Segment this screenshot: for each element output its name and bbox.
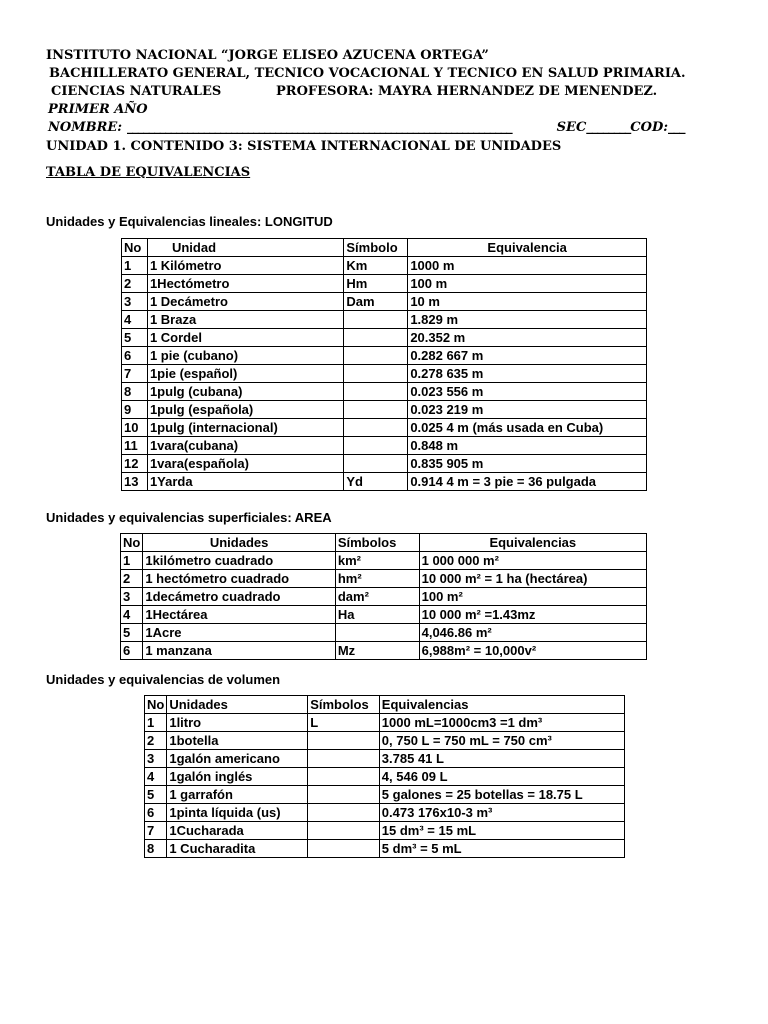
cell-unit: 1vara(española) (147, 455, 343, 473)
cell-equivalence: 1000 m (408, 257, 647, 275)
cell-symbol (344, 401, 408, 419)
table-row (121, 588, 647, 606)
cell-unit: 1 pie (cubano) (147, 347, 343, 365)
header-unit: Unidad (147, 239, 343, 257)
cell-no: 2 (121, 570, 143, 588)
cell-equivalence: 0.025 4 m (más usada en Cuba) (408, 419, 647, 437)
table-row (122, 329, 647, 347)
cell-no: 1 (122, 257, 148, 275)
cell-no: 2 (145, 732, 167, 750)
cell-no: 3 (122, 293, 148, 311)
cell-no: 7 (122, 365, 148, 383)
cell-symbol (335, 624, 419, 642)
cell-unit: 1vara(cubana) (147, 437, 343, 455)
table-row (121, 570, 647, 588)
cell-unit: 1Hectómetro (147, 275, 343, 293)
cell-equivalence: 0.914 4 m = 3 pie = 36 pulgada (408, 473, 647, 491)
sec-field: ________ (586, 120, 631, 135)
cell-symbol: Dam (344, 293, 408, 311)
cell-symbol: hm² (335, 570, 419, 588)
cell-no: 5 (145, 786, 167, 804)
cell-unit: 1pulg (española) (147, 401, 343, 419)
table-row (122, 275, 647, 293)
table-row (122, 347, 647, 365)
cell-equivalence: 5 galones = 25 botellas = 18.75 L (379, 786, 624, 804)
cell-symbol (344, 365, 408, 383)
cell-no: 11 (122, 437, 148, 455)
header-symbols: Símbolos (335, 534, 419, 552)
program-line: BACHILLERATO GENERAL, TECNICO VOCACIONAL Y TECNICO EN SALUD PRIMARIA. (49, 66, 686, 81)
table-row (145, 804, 625, 822)
table-row (122, 383, 647, 401)
cell-no: 1 (121, 552, 143, 570)
table-row (145, 768, 625, 786)
cell-equivalence: 10 m (408, 293, 647, 311)
cell-equivalence: 0.278 635 m (408, 365, 647, 383)
cell-no: 10 (122, 419, 148, 437)
cell-equivalence: 1000 mL=1000cm3 =1 dm³ (379, 714, 624, 732)
header-symbol: Símbolo (344, 239, 408, 257)
cod-field: ___ (668, 120, 685, 135)
cell-no: 5 (121, 624, 143, 642)
cell-no: 7 (145, 822, 167, 840)
table-row (122, 311, 647, 329)
cell-unit: 1 Cordel (147, 329, 343, 347)
cell-symbol (308, 786, 380, 804)
cell-equivalence: 0, 750 L = 750 mL = 750 cm³ (379, 732, 624, 750)
cell-equivalence: 1.829 m (408, 311, 647, 329)
table-header-row (145, 696, 625, 714)
school-year: PRIMER AÑO (48, 102, 148, 117)
header-units: Unidades (167, 696, 308, 714)
cell-symbol (308, 822, 380, 840)
table-row (145, 732, 625, 750)
subject: CIENCIAS NATURALES (51, 84, 222, 99)
cell-no: 2 (122, 275, 148, 293)
cell-no: 4 (145, 768, 167, 786)
cell-equivalence: 0.282 667 m (408, 347, 647, 365)
table-row (122, 365, 647, 383)
cell-symbol (344, 329, 408, 347)
cod-label: COD: (630, 120, 669, 135)
cell-symbol: Km (344, 257, 408, 275)
cell-no: 5 (122, 329, 148, 347)
cell-symbol (308, 804, 380, 822)
cell-unit: 1pulg (cubana) (147, 383, 343, 401)
cell-equivalence: 15 dm³ = 15 mL (379, 822, 624, 840)
cell-unit: 1 manzana (143, 642, 336, 660)
cell-equivalence: 1 000 000 m² (419, 552, 646, 570)
table-row (145, 750, 625, 768)
cell-no: 6 (145, 804, 167, 822)
cell-equivalence: 20.352 m (408, 329, 647, 347)
cell-symbol (344, 311, 408, 329)
cell-no: 6 (122, 347, 148, 365)
cell-symbol (308, 750, 380, 768)
cell-no: 8 (145, 840, 167, 858)
table-row (122, 293, 647, 311)
cell-equivalence: 0.023 556 m (408, 383, 647, 401)
table-row (122, 401, 647, 419)
cell-symbol: km² (335, 552, 419, 570)
cell-equivalence: 4, 546 09 L (379, 768, 624, 786)
cell-no: 12 (122, 455, 148, 473)
header-no: No (121, 534, 143, 552)
teacher: PROFESORA: MAYRA HERNANDEZ DE MENENDEZ. (276, 84, 658, 99)
sec-label: SEC (556, 120, 587, 135)
header-equivalences: Equivalencias (419, 534, 646, 552)
cell-unit: 1galón americano (167, 750, 308, 768)
cell-equivalence: 6,988m² = 10,000v² (419, 642, 646, 660)
table-row (145, 714, 625, 732)
student-info-line (48, 120, 685, 136)
name-label: NOMBRE: (48, 120, 123, 135)
cell-equivalence: 4,046.86 m² (419, 624, 646, 642)
cell-unit: 1galón inglés (167, 768, 308, 786)
header-symbols: Símbolos (308, 696, 380, 714)
volume-section-title: Unidades y equivalencias de volumen (46, 672, 281, 687)
name-field: ______________________________________________________________________ (126, 120, 512, 135)
cell-symbol (308, 768, 380, 786)
table-row (122, 455, 647, 473)
cell-equivalence: 10 000 m² = 1 ha (hectárea) (419, 570, 646, 588)
cell-equivalence: 0.848 m (408, 437, 647, 455)
cell-unit: 1litro (167, 714, 308, 732)
table-row (121, 642, 647, 660)
cell-symbol: Yd (344, 473, 408, 491)
cell-unit: 1Yarda (147, 473, 343, 491)
cell-unit: 1botella (167, 732, 308, 750)
institute-name: INSTITUTO NACIONAL “JORGE ELISEO AZUCENA ORTEGA” (46, 48, 489, 63)
header-equivalence: Equivalencia (408, 239, 647, 257)
table-of-equivalences-title: TABLA DE EQUIVALENCIAS (46, 165, 251, 180)
table-row (121, 552, 647, 570)
cell-symbol (344, 347, 408, 365)
table-row (121, 606, 647, 624)
cell-no: 3 (121, 588, 143, 606)
area-table (120, 533, 647, 660)
header-equivalences: Equivalencias (379, 696, 624, 714)
cell-unit: 1 Braza (147, 311, 343, 329)
header-no: No (145, 696, 167, 714)
header-no: No (122, 239, 148, 257)
cell-unit: 1 Decámetro (147, 293, 343, 311)
cell-equivalence: 100 m² (419, 588, 646, 606)
length-table (121, 238, 647, 491)
table-row (145, 822, 625, 840)
table-header-row (121, 534, 647, 552)
cell-symbol: Hm (344, 275, 408, 293)
cell-equivalence: 0.023 219 m (408, 401, 647, 419)
cell-no: 4 (122, 311, 148, 329)
cell-equivalence: 10 000 m² =1.43mz (419, 606, 646, 624)
cell-no: 13 (122, 473, 148, 491)
cell-symbol (344, 437, 408, 455)
length-section-title: Unidades y Equivalencias lineales: LONGITUD (46, 214, 333, 229)
cell-unit: 1 Cucharadita (167, 840, 308, 858)
cell-unit: 1 hectómetro cuadrado (143, 570, 336, 588)
cell-no: 8 (122, 383, 148, 401)
cell-symbol: L (308, 714, 380, 732)
cell-symbol (344, 455, 408, 473)
cell-unit: 1kilómetro cuadrado (143, 552, 336, 570)
cell-no: 9 (122, 401, 148, 419)
table-row (122, 473, 647, 491)
cell-unit: 1decámetro cuadrado (143, 588, 336, 606)
header-units: Unidades (143, 534, 336, 552)
table-row (145, 786, 625, 804)
cell-unit: 1Acre (143, 624, 336, 642)
cell-unit: 1Cucharada (167, 822, 308, 840)
cell-symbol (308, 732, 380, 750)
cell-no: 6 (121, 642, 143, 660)
cell-unit: 1pinta líquida (us) (167, 804, 308, 822)
table-row (121, 624, 647, 642)
cell-equivalence: 3.785 41 L (379, 750, 624, 768)
cell-unit: 1 garrafón (167, 786, 308, 804)
area-section-title: Unidades y equivalencias superficiales: AREA (46, 510, 332, 525)
volume-table (144, 695, 625, 858)
cell-equivalence: 100 m (408, 275, 647, 293)
table-header-row (122, 239, 647, 257)
table-row (122, 419, 647, 437)
cell-symbol: Ha (335, 606, 419, 624)
table-row (122, 437, 647, 455)
cell-no: 4 (121, 606, 143, 624)
cell-equivalence: 0.835 905 m (408, 455, 647, 473)
cell-symbol (344, 419, 408, 437)
unit-title: UNIDAD 1. CONTENIDO 3: SISTEMA INTERNACIONAL DE UNIDADES (46, 139, 562, 154)
cell-symbol: dam² (335, 588, 419, 606)
cell-no: 1 (145, 714, 167, 732)
cell-equivalence: 5 dm³ = 5 mL (379, 840, 624, 858)
cell-unit: 1 Kilómetro (147, 257, 343, 275)
table-row (122, 257, 647, 275)
table-row (145, 840, 625, 858)
cell-unit: 1Hectárea (143, 606, 336, 624)
cell-symbol: Mz (335, 642, 419, 660)
cell-equivalence: 0.473 176x10-3 m³ (379, 804, 624, 822)
cell-symbol (344, 383, 408, 401)
cell-no: 3 (145, 750, 167, 768)
cell-unit: 1pie (español) (147, 365, 343, 383)
cell-symbol (308, 840, 380, 858)
cell-unit: 1pulg (internacional) (147, 419, 343, 437)
